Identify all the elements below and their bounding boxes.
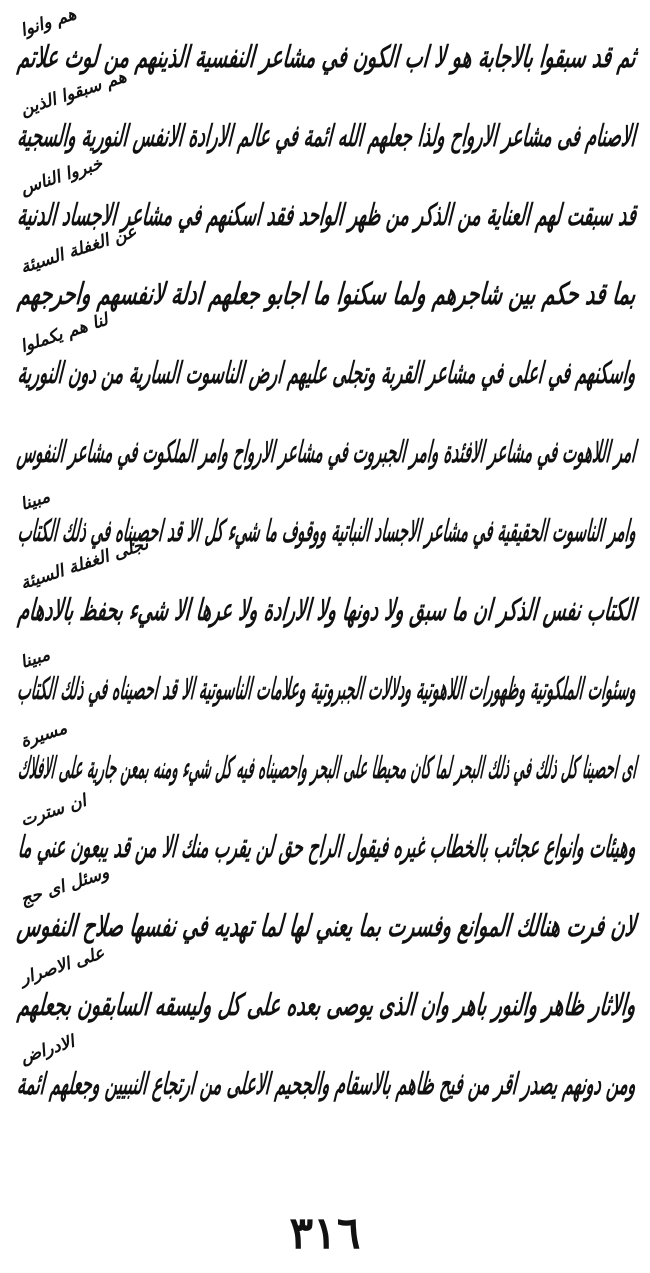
line-text: بما قد حكم بين شاجرهم ولما سكنوا ما اجابو جعلهم ادلة لانفسهم واحرجهم: [16, 276, 638, 312]
manuscript-line-12: [14, 862, 638, 966]
line-text: قد سبقت لهم العناية من الذكر من ظهر الواحد فقد اسكنهم في مشاعر الاجساد الدنية: [15, 197, 638, 233]
line-text: لان فرت هنالك الموانع وفسرت بما يعني لها لما تهديه في نفسها صلاح النفوس: [15, 908, 638, 944]
line-text: ومن دونهم يصدر اقر من فيح ظاهم بالاسقام والجحيم الاعلى من ارتجاع النبيين وجعلهم ائمة: [15, 1066, 638, 1102]
margin-note: هم سبقوا الذين: [18, 66, 129, 121]
margin-note: خبروا الناس: [18, 153, 105, 200]
line-text: وهيئات وانواع عجائب بالخطاب غيره فيقول الراح حق لن يقرب منك الا من قد يبعون عني ما: [16, 829, 638, 865]
margin-note: هم وانوا: [18, 4, 79, 42]
manuscript-line-13: [14, 943, 638, 1045]
margin-note: عن الغفلة السيئة: [18, 221, 140, 279]
margin-note: مبينا: [18, 644, 53, 674]
page-number: ٣١٦: [289, 1208, 361, 1259]
margin-note: وسئل اى حج: [18, 862, 112, 911]
line-text: امر اللاهوت في مشاعر الافئدة وامر الجبروت في مشاعر الارواح وامر الملكوت في مشاعر النفوس: [15, 434, 638, 470]
manuscript-line-14: [14, 1031, 638, 1124]
line-text: الاصنام فى مشاعر الارواح ولذا جعلهم الله ائمة في عالم الارادة الانفس النورية والسجية: [16, 118, 638, 154]
manuscript-line-9: [14, 644, 638, 729]
manuscript-line-6: [14, 413, 636, 492]
margin-note: على الاصرار: [18, 943, 107, 990]
line-text: والاثار ظاهر والنور باهر وان الذى يوصى بعده على كل وليسقه السابقون بجعلهم: [16, 987, 638, 1023]
line-text: واسكنهم في اعلى في مشاعر القربة وتجلى عليهم ارض الناسوت السارية من دون النورية: [16, 355, 638, 391]
manuscript-line-5: [14, 309, 638, 413]
margin-note: الادراض: [18, 1031, 77, 1069]
line-text: وامر الناسوت الحقيقية في مشاعر الاجساد النباتية ووقوف ما شيء كل الا قد احصيناه في ذلك الكتاب: [16, 513, 638, 549]
manuscript-line-2: [14, 66, 638, 176]
manuscript-line-8: [14, 533, 638, 650]
line-text: اى احصينا كل ذلك في ذلك البحر لما كان محيطا على البحر واحصيناه فيه كل شيء ومنه بمعن جارية على الافلاك: [16, 750, 638, 786]
margin-note: ان سترت: [18, 791, 89, 832]
line-text: ثم قد سبقوا بالاجابة هو لا اب الكون في مشاعر النفسية الذينهم من لوث علاتم: [16, 39, 638, 75]
margin-note: مسيرة: [18, 718, 70, 753]
manuscript-line-10: [14, 718, 638, 808]
margin-note: نجلى الغفلة السيئة: [18, 533, 151, 595]
line-text: وسئوات الملكوتية وظهورات اللاهوتية ودلالات الجبروتية وعلامات الناسوتية الا قد احصيناه في ذلك الكتاب: [15, 671, 638, 707]
margin-note: لنا هم يكملوا: [18, 309, 111, 358]
margin-note: مبينا: [18, 486, 53, 516]
manuscript-text-block: [14, 4, 638, 1124]
line-text: الكتاب نفس الذكر ان ما سبق ولا دونها ولا الارادة ولا عرها الا شيء بحفظ بالادهام: [16, 592, 638, 628]
